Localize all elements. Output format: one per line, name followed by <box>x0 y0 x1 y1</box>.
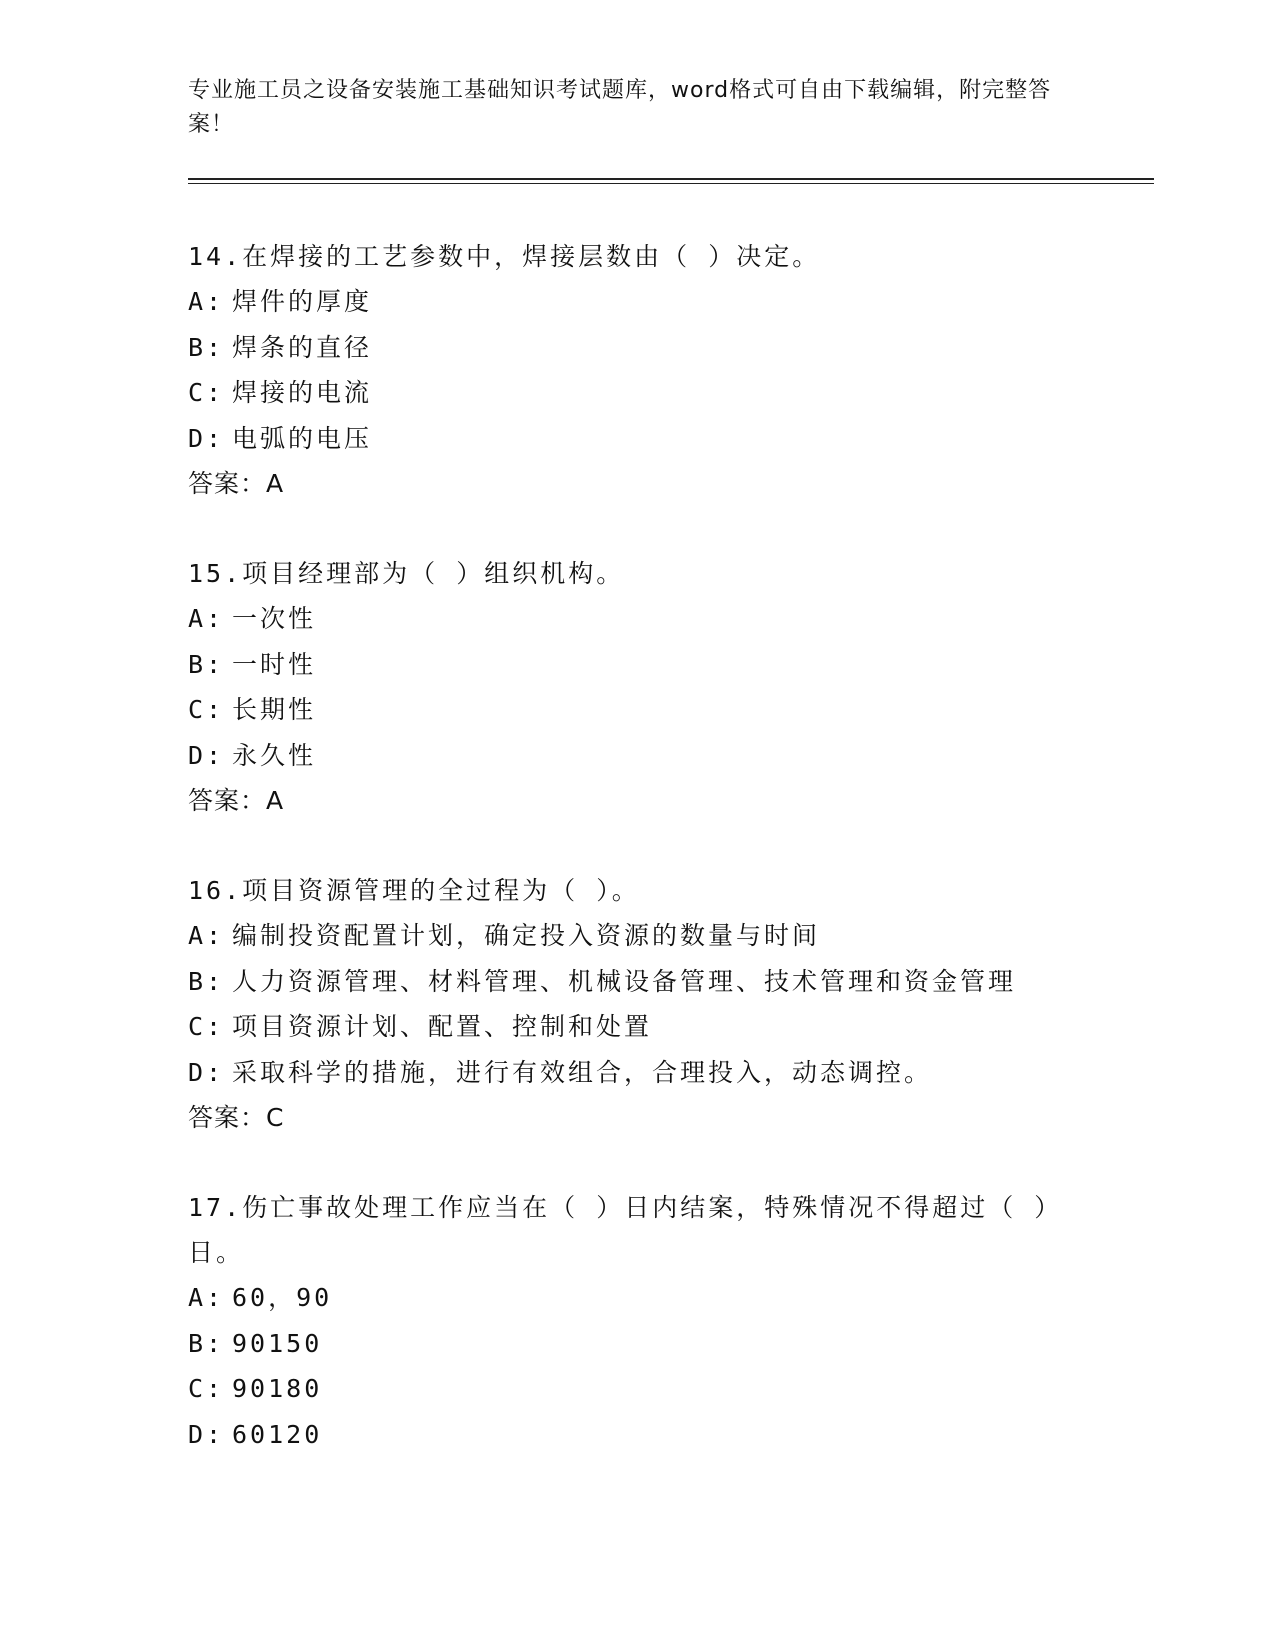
option-label: D: <box>188 1419 225 1449</box>
option-text: 人力资源管理、材料管理、机械设备管理、技术管理和资金管理 <box>232 966 1017 996</box>
option-label: D: <box>188 423 225 453</box>
option-text: 编制投资配置计划，确定投入资源的数量与时间 <box>232 921 821 950</box>
question-14 <box>188 234 1088 507</box>
header-divider-thin <box>188 183 1154 184</box>
option-b <box>188 959 1088 1005</box>
option-c <box>188 1366 1088 1412</box>
option-label: A: <box>188 287 225 316</box>
option-c <box>188 370 1088 416</box>
question-15 <box>188 551 1088 824</box>
option-label: B: <box>188 332 225 362</box>
option-label: A: <box>188 1283 225 1312</box>
option-text: 焊条的直径 <box>232 332 373 362</box>
option-text: 焊件的厚度 <box>232 287 373 316</box>
option-b <box>188 1321 1088 1367</box>
option-text: 60120 <box>232 1419 323 1449</box>
option-text: 90150 <box>232 1328 323 1358</box>
option-c <box>188 687 1088 733</box>
option-a <box>188 1275 1088 1321</box>
answer-line: 答案：A <box>188 469 285 498</box>
question-list <box>188 234 1088 1501</box>
answer-line: 答案：A <box>188 786 285 815</box>
option-text: 项目资源计划、配置、控制和处置 <box>232 1012 653 1041</box>
option-b <box>188 642 1088 688</box>
question-stem: 16.项目资源管理的全过程为（ ）。 <box>188 876 640 905</box>
option-label: B: <box>188 966 225 996</box>
option-text: 一次性 <box>232 604 317 633</box>
header-divider-thick <box>188 178 1154 180</box>
option-label: C: <box>188 695 225 724</box>
option-d <box>188 416 1088 462</box>
option-label: B: <box>188 649 225 679</box>
option-d <box>188 1050 1088 1096</box>
question-stem: 14.在焊接的工艺参数中，焊接层数由（ ）决定。 <box>188 242 821 271</box>
option-label: A: <box>188 921 225 950</box>
option-text: 电弧的电压 <box>232 423 373 453</box>
option-text: 长期性 <box>232 695 317 724</box>
question-stem: 17.伤亡事故处理工作应当在（ ）日内结案，特殊情况不得超过（ ）日。 <box>188 1193 1063 1267</box>
option-text: 焊接的电流 <box>232 378 373 407</box>
option-label: C: <box>188 378 225 407</box>
option-label: C: <box>188 1374 225 1403</box>
question-stem: 15.项目经理部为（ ）组织机构。 <box>188 559 625 588</box>
option-text: 永久性 <box>232 740 317 770</box>
question-16 <box>188 868 1088 1141</box>
option-b <box>188 325 1088 371</box>
answer-line: 答案：C <box>188 1103 285 1132</box>
option-a <box>188 596 1088 642</box>
option-label: B: <box>188 1328 225 1358</box>
option-text: 60，90 <box>232 1283 333 1312</box>
option-label: A: <box>188 604 225 633</box>
option-label: C: <box>188 1012 225 1041</box>
option-d <box>188 733 1088 779</box>
option-text: 采取科学的措施，进行有效组合，合理投入，动态调控。 <box>232 1057 933 1087</box>
option-d <box>188 1412 1088 1458</box>
option-label: D: <box>188 740 225 770</box>
option-a <box>188 913 1088 959</box>
document-header: 专业施工员之设备安装施工基础知识考试题库，word格式可自由下载编辑，附完整答案！ <box>188 78 1052 137</box>
option-label: D: <box>188 1057 225 1087</box>
option-text: 一时性 <box>232 649 317 679</box>
option-a <box>188 279 1088 325</box>
option-text: 90180 <box>232 1374 323 1403</box>
question-17 <box>188 1185 1088 1457</box>
option-c <box>188 1004 1088 1050</box>
